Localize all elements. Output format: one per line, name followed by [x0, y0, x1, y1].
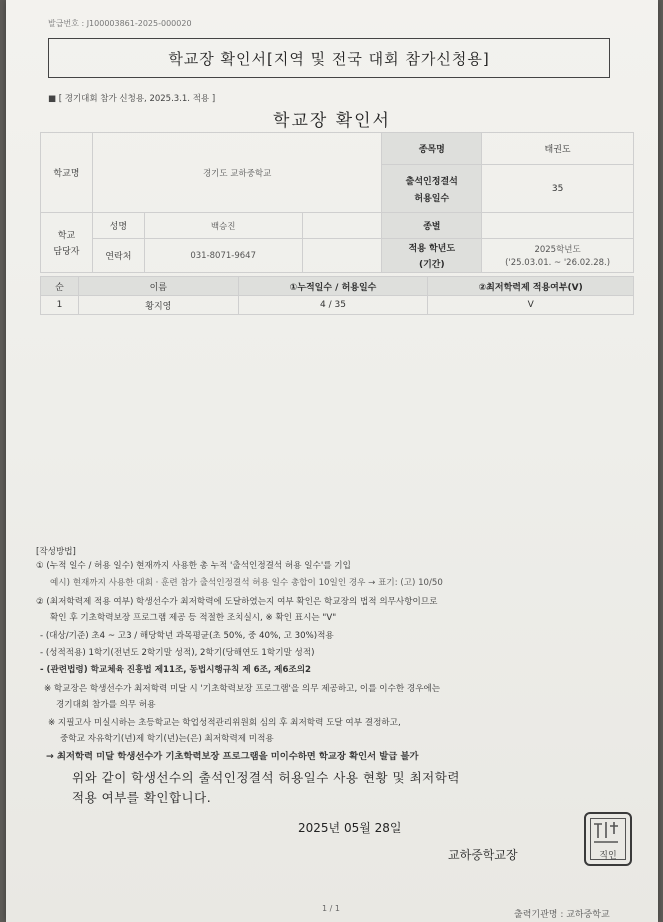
col-min-academic-header: ②최저학력제 적용여부(V)	[428, 277, 634, 296]
sport-label: 종목명	[382, 133, 482, 165]
instruction-line: - (성적적용) 1학기(전년도 2학기말 성적), 2학기(당해연도 1학기말 성적)	[40, 648, 315, 658]
issue-date: 2025년 05월 28일	[298, 821, 402, 835]
instruction-line: 경기대회 참가를 의무 허용	[56, 700, 156, 710]
main-title: 학교장 확인서	[273, 111, 391, 131]
table-row	[41, 296, 634, 315]
instruction-line: ① (누적 일수 / 허용 일수) 현재까지 사용한 총 누적 '출석인정결석 허용 일수'를 기입	[36, 561, 351, 571]
school-value: 경기도 교하중학교	[92, 133, 381, 213]
document-page	[6, 0, 658, 922]
col-number-header: 순	[41, 277, 79, 296]
application-basis: ■ [ 경기대회 참가 신청용, 2025.3.1. 적용 ]	[48, 94, 216, 104]
document-title-box	[48, 38, 610, 78]
teacher-label: 학교 담당자	[41, 213, 93, 273]
instruction-line: 확인 후 기초학력보장 프로그램 제공 등 적절한 조치실시, ※ 확인 표시는 "V"	[50, 613, 337, 623]
info-table	[40, 132, 634, 273]
instruction-line: ※ 학교장은 학생선수가 최저학력 미달 시 '기초학력보장 프로그램'을 의무 제공하고, 이를 이수한 경우에는	[44, 684, 441, 694]
instruction-line: - (관련법령) 학교체육 진흥법 제11조, 동법시행규칙 제 6조, 제6조의2	[40, 665, 312, 675]
issuing-organization: 출력기관명 : 교하중학교	[514, 910, 610, 920]
allowed-days-label: 출석인정결석 허용일수	[382, 165, 482, 213]
row-min-academic: V	[428, 296, 634, 315]
confirmation-line-1: 위와 같이 학생선수의 출석인정결석 허용일수 사용 현황 및 최저학력	[72, 770, 460, 785]
row-days: 4 / 35	[238, 296, 428, 315]
sport-value: 태권도	[482, 133, 634, 165]
instruction-line: 예시) 현재까지 사용한 대회 · 훈련 참가 출석인정결석 허용 일수 총합이 10일인 경우 → 표기: (고) 10/50	[50, 578, 443, 588]
row-number: 1	[41, 296, 79, 315]
col-days-header: ①누적일수 / 허용일수	[238, 277, 428, 296]
allowed-days-value: 35	[482, 165, 634, 213]
name-label: 성명	[92, 213, 144, 239]
col-name-header: 이름	[78, 277, 238, 296]
name-value: 백승진	[144, 213, 302, 239]
page-number: 1 / 1	[322, 904, 340, 913]
instruction-line: 중학교 자유학기(년)제 학기(년)는(은) 최저학력제 미적용	[60, 734, 274, 744]
school-year-value: 2025학년도 ('25.03.01. ~ '26.02.28.)	[482, 239, 634, 273]
confirmation-line-2: 적용 여부를 확인합니다.	[72, 790, 212, 805]
instructions-title: [작성방법]	[36, 547, 76, 557]
instruction-line: - (대상/기준) 초4 ~ 고3 / 해당학년 과목평균(초 50%, 중 40%, 고 30%)적용	[40, 631, 334, 641]
school-label: 학교명	[41, 133, 93, 213]
instruction-line: → 최저학력 미달 학생선수가 기초학력보장 프로그램을 미이수하면 학교장 확인서 발급 불가	[46, 751, 419, 762]
student-list-table	[40, 276, 634, 315]
list-header-row	[41, 277, 634, 296]
official-seal-icon	[584, 812, 632, 866]
contact-label: 연락처	[92, 239, 144, 273]
category-label: 종별	[382, 213, 482, 239]
school-year-label: 적용 학년도 (기간)	[382, 239, 482, 273]
row-name: 황지영	[78, 296, 238, 315]
instruction-line: ② (최저학력제 적용 여부) 학생선수가 최저학력에 도달하였는지 여부 확인은 학교장의 법적 의무사항이므로	[36, 597, 438, 607]
principal-signature: 교하중학교장	[448, 848, 518, 862]
instruction-line: ※ 지필고사 미실시하는 초등학교는 학업성적관리위원회 심의 후 최저학력 도달 여부 결정하고,	[48, 718, 401, 728]
seal-text: 직인	[599, 851, 617, 861]
category-label-spacer	[302, 213, 382, 239]
contact-spacer	[302, 239, 382, 273]
contact-value: 031-8071-9647	[144, 239, 302, 273]
document-number: 발급번호 : J100003861-2025-000020	[48, 19, 192, 28]
category-value	[482, 213, 634, 239]
document-title: 학교장 확인서[지역 및 전국 대회 참가신청용]	[168, 49, 490, 68]
